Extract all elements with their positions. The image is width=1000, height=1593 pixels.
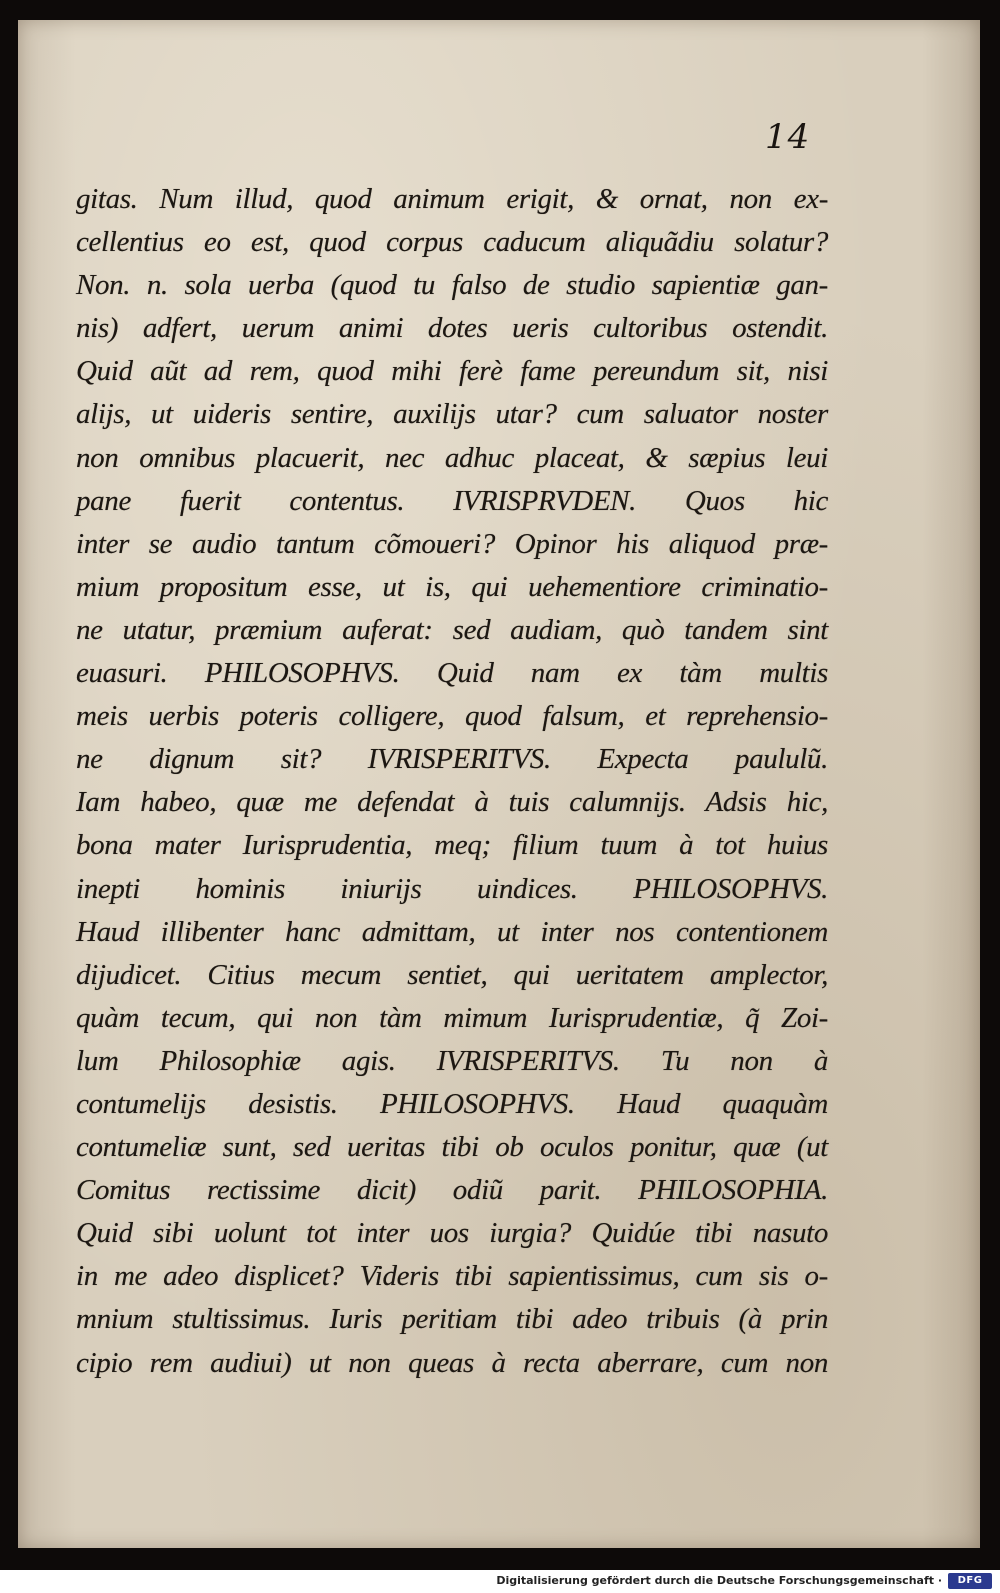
text-line: cipio rem audiui) ut non queas à recta aberrare, cum non bbox=[76, 1346, 828, 1379]
text-line: gitas. Num illud, quod animum erigit, & ornat, non ex- bbox=[76, 183, 828, 215]
text-line: lum Philosophiæ agis. IVRISPERITVS. Tu non à bbox=[76, 1044, 828, 1077]
text-line: cellentius eo est, quod corpus caducum aliquãdiu solatur? bbox=[76, 226, 828, 259]
text-line: ne utatur, præmium auferat: sed audiam, quò tandem sint bbox=[76, 613, 828, 646]
text-line: nis) adfert, uerum animi dotes ueris cultoribus ostendit. bbox=[76, 312, 828, 345]
text-line: ne dignum sit? IVRISPERITVS. Expecta paululũ. bbox=[76, 743, 828, 776]
book-page bbox=[18, 20, 980, 1548]
text-line: Non. n. sola uerba (quod tu falso de studio sapientiæ gan- bbox=[76, 269, 828, 302]
text-line: Iam habeo, quæ me defendat à tuis calumnijs. Adsis hic, bbox=[76, 786, 828, 819]
text-line: inepti hominis iniurijs uindices. PHILOSOPHVS. bbox=[76, 872, 828, 905]
text-line: inter se audio tantum cõmoueri? Opinor his aliquod præ- bbox=[76, 527, 828, 560]
text-line: euasuri. PHILOSOPHVS. Quid nam ex tàm multis bbox=[76, 657, 828, 690]
footer-bar bbox=[0, 1570, 1000, 1593]
text-line: contumeliæ sunt, sed ueritas tibi ob oculos ponitur, quæ (ut bbox=[76, 1131, 828, 1164]
text-line: meis uerbis poteris colligere, quod falsum, et reprehensio- bbox=[76, 700, 828, 733]
text-line: Comitus rectissime dicit) odiũ parit. PHILOSOPHIA. bbox=[76, 1174, 828, 1207]
text-line: Haud illibenter hanc admittam, ut inter nos contentionem bbox=[76, 915, 828, 948]
text-line: contumelijs desistis. PHILOSOPHVS. Haud quaquàm bbox=[76, 1087, 828, 1120]
text-line: Quid aũt ad rem, quod mihi ferè fame pereundum sit, nisi bbox=[76, 355, 828, 388]
text-line: quàm tecum, qui non tàm mimum Iurisprudentiæ, q̃ Zoi- bbox=[76, 1001, 828, 1034]
text-line: in me adeo displicet? Videris tibi sapientissimus, cum sis o- bbox=[76, 1260, 828, 1293]
funding-credit: Digitalisierung gefördert durch die Deutsche Forschungsgemeinschaft · bbox=[496, 1574, 942, 1587]
page-number: 14 bbox=[765, 117, 811, 157]
text-line: alijs, ut uideris sentire, auxilijs utar? cum saluator noster bbox=[76, 398, 828, 431]
text-line: mium propositum esse, ut is, qui uehementiore criminatio- bbox=[76, 570, 828, 603]
text-line: non omnibus placuerit, nec adhuc placeat, & sæpius leui bbox=[76, 441, 828, 474]
text-line: Quid sibi uolunt tot inter uos iurgia? Quidúe tibi nasuto bbox=[76, 1217, 828, 1250]
text-line: bona mater Iurisprudentia, meq; filium tuum à tot huius bbox=[76, 829, 828, 862]
text-line: pane fuerit contentus. IVRISPRVDEN. Quos hic bbox=[76, 484, 828, 517]
text-line: dijudicet. Citius mecum sentiet, qui ueritatem amplector, bbox=[76, 958, 828, 991]
dfg-logo-icon: DFG bbox=[948, 1573, 992, 1589]
text-line: mnium stultissimus. Iuris peritiam tibi adeo tribuis (à prin bbox=[76, 1303, 828, 1336]
text-block bbox=[76, 178, 828, 1385]
